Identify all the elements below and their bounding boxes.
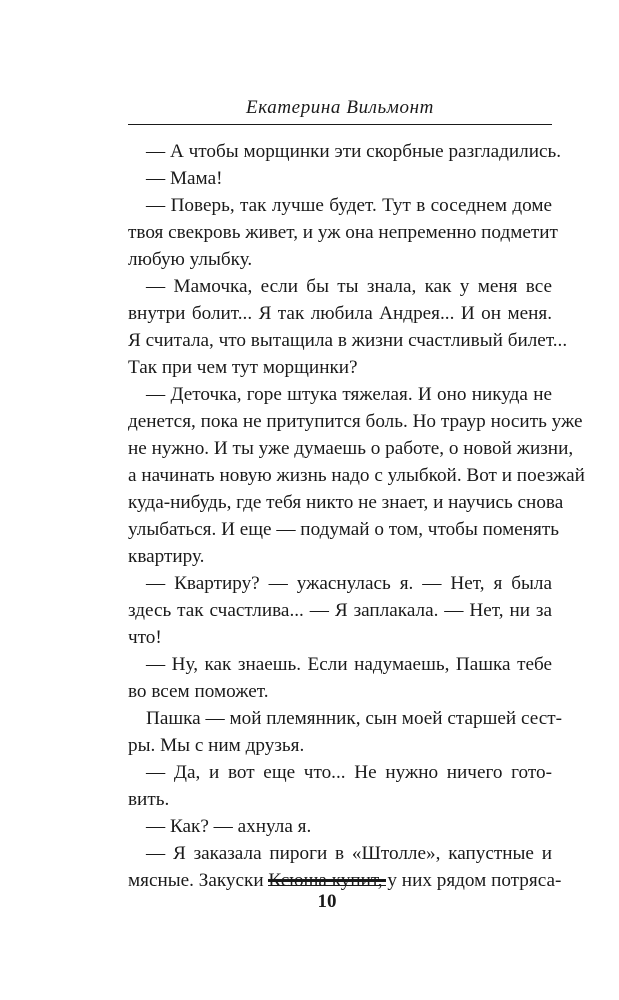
- text-line: — А чтобы морщинки эти скорбные разгладились.: [146, 141, 562, 162]
- text-line: улыбаться. И еще — подумай о том, чтобы поменять: [128, 519, 560, 540]
- text-line: во всем поможет.: [128, 681, 269, 702]
- text-line: куда-нибудь, где тебя никто не знает, и научись снова: [128, 492, 564, 513]
- text-line: — Поверь, так лучше будет. Тут в соседнем доме: [146, 195, 552, 216]
- text-line: — Да, и вот еще что... Не нужно ничего гото-: [146, 762, 552, 783]
- text-line: — Я заказала пироги в «Штолле», капустные и: [146, 843, 552, 864]
- text-line: — Мамочка, если бы ты знала, как у меня все: [146, 276, 552, 297]
- text-line: вить.: [128, 789, 170, 810]
- text-line: а начинать новую жизнь надо с улыбкой. Вот и поезжай: [128, 465, 585, 486]
- text-line: внутри болит... Я так любила Андрея... И он меня.: [128, 303, 552, 324]
- text-line: любую улыбку.: [128, 249, 253, 270]
- footer-rule: [268, 879, 386, 886]
- text-line: — Деточка, горе штука тяжелая. И оно никуда не: [146, 384, 552, 405]
- text-line: не нужно. И ты уже думаешь о работе, о новой жизни,: [128, 438, 574, 459]
- running-head: Екатерина Вильмонт: [246, 97, 434, 118]
- text-line: — Ну, как знаешь. Если надумаешь, Пашка тебе: [146, 654, 552, 675]
- text-line: Пашка — мой племянник, сын моей старшей сест-: [146, 708, 562, 729]
- text-line: твоя свекровь живет, и уж она непременно подметит: [128, 222, 558, 243]
- text-line: — Мама!: [146, 168, 223, 189]
- text-line: Я считала, что вытащила в жизни счастливый билет...: [128, 330, 568, 351]
- text-line: — Квартиру? — ужаснулась я. — Нет, я была: [146, 573, 552, 594]
- text-line: квартиру.: [128, 546, 205, 567]
- page-number: 10: [317, 891, 337, 912]
- text-line: здесь так счастлива... — Я заплакала. — Нет, ни за: [128, 600, 552, 621]
- text-line: — Как? — ахнула я.: [146, 816, 312, 837]
- text-line: ры. Мы с ним друзья.: [128, 735, 305, 756]
- body-text: [128, 138, 585, 894]
- text-line: что!: [128, 627, 162, 648]
- text-line: Так при чем тут морщинки?: [128, 357, 358, 378]
- header-rule: [128, 124, 552, 125]
- text-line: денется, пока не притупится боль. Но траур носить уже: [128, 411, 583, 432]
- text-line: мясные. Закуски Ксюша купит, у них рядом потряса-: [128, 870, 562, 891]
